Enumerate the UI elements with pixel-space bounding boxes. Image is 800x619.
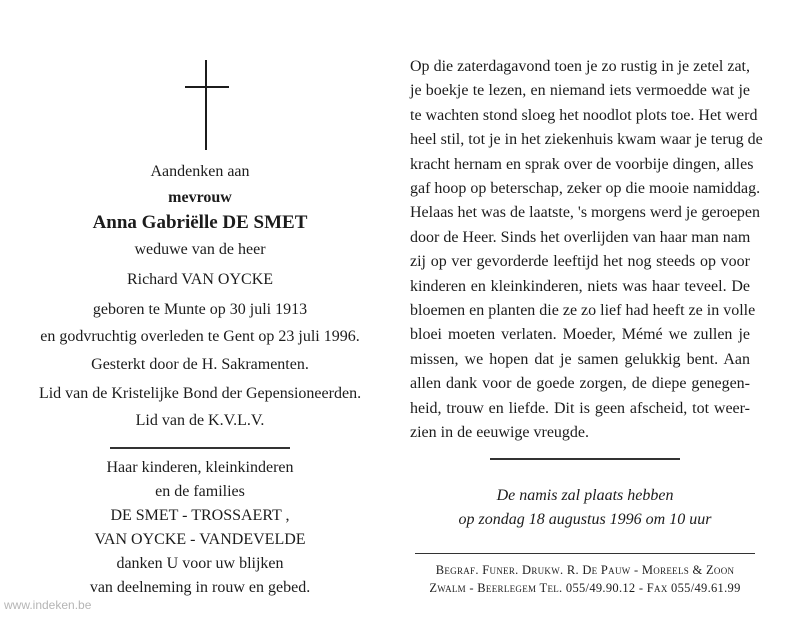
memorial-text bbox=[410, 55, 763, 446]
membership-text: Lid van de K.V.L.V. bbox=[135, 412, 265, 429]
text-line: door de Heer. Sinds het overlijden van haar man nam bbox=[410, 228, 751, 246]
title-text: mevrouw bbox=[168, 189, 232, 206]
text-line: heel stil, tot je in het ziekenhuis kwam waar je terug de bbox=[410, 131, 763, 149]
divider bbox=[110, 447, 290, 449]
family-line: DE SMET - TROSSAERT , bbox=[110, 507, 290, 524]
death-text: en godvruchtig overleden te Gent op 23 juli 1996. bbox=[40, 328, 360, 345]
text-line: Op die zaterdagavond toen je zo rustig in je zetel zat, bbox=[410, 58, 750, 75]
text-line: kinderen en kleinkinderen, niets was haar teveel. De bbox=[410, 277, 750, 295]
text-line: bloemen en planten die ze zo lief had heeft ze in volle bbox=[410, 302, 756, 320]
cross-icon bbox=[185, 60, 229, 150]
membership-text: Lid van de Kristelijke Bond der Gepensioneerden. bbox=[38, 385, 362, 402]
watermark: www.indeken.be bbox=[4, 598, 92, 612]
mass-info: De namis zal plaats hebben bbox=[496, 487, 674, 504]
mass-info: op zondag 18 augustus 1996 om 10 uur bbox=[458, 511, 712, 528]
text-line: bloei moeten verlaten. Moeder, Mémé we zullen je bbox=[410, 326, 750, 344]
divider bbox=[490, 458, 680, 460]
deceased-name: Anna Gabriëlle DE SMET bbox=[92, 212, 308, 233]
family-line: van deelneming in rouw en gebed. bbox=[89, 579, 311, 596]
text-line: heid, trouw en liefde. Dit is geen afscheid, tot weer- bbox=[410, 399, 750, 417]
text-line: je boekje te lezen, en niemand iets vermoedde wat je bbox=[410, 82, 750, 100]
text-line: allen dank voor de goede zorgen, de diepe genegen- bbox=[410, 375, 750, 393]
printer-info: Begraf. Funer. Drukw. R. De Pauw - Moreels & Zoon bbox=[435, 563, 735, 577]
text-line: missen, we hopen dat je samen gelukkig bent. Aan bbox=[410, 350, 750, 368]
printer-info: Zwalm - Beerlegem Tel. 055/49.90.12 - Fax 055/49.61.99 bbox=[429, 581, 741, 595]
text-line: zij op ver gevorderde leeftijd het nog steeds op voor bbox=[410, 253, 750, 271]
family-line: danken U voor uw blijken bbox=[116, 555, 284, 572]
family-line: Haar kinderen, kleinkinderen bbox=[106, 459, 294, 476]
sacraments-text: Gesterkt door de H. Sakramenten. bbox=[91, 356, 309, 373]
divider bbox=[415, 553, 755, 554]
birth-text: geboren te Munte op 30 juli 1913 bbox=[92, 301, 308, 318]
husband-name: Richard VAN OYCKE bbox=[126, 271, 274, 288]
intro-text: Aandenken aan bbox=[150, 163, 250, 180]
text-line: gaf hoop op beterschap, zeker op die mooie namiddag. bbox=[410, 180, 761, 198]
text-line: Helaas het was de laatste, 's morgens werd je geroepen bbox=[410, 204, 761, 222]
widow-text: weduwe van de heer bbox=[134, 241, 266, 258]
text-line: te wachten stond sloeg het noodlot plots toe. Het werd bbox=[410, 106, 758, 124]
family-line: en de families bbox=[155, 483, 245, 500]
text-line: zien in de eeuwige vreugde. bbox=[410, 424, 590, 442]
text-line: kracht hernam en sprak over de voorbije dingen, alles bbox=[410, 155, 754, 173]
family-line: VAN OYCKE - VANDEVELDE bbox=[94, 531, 306, 548]
